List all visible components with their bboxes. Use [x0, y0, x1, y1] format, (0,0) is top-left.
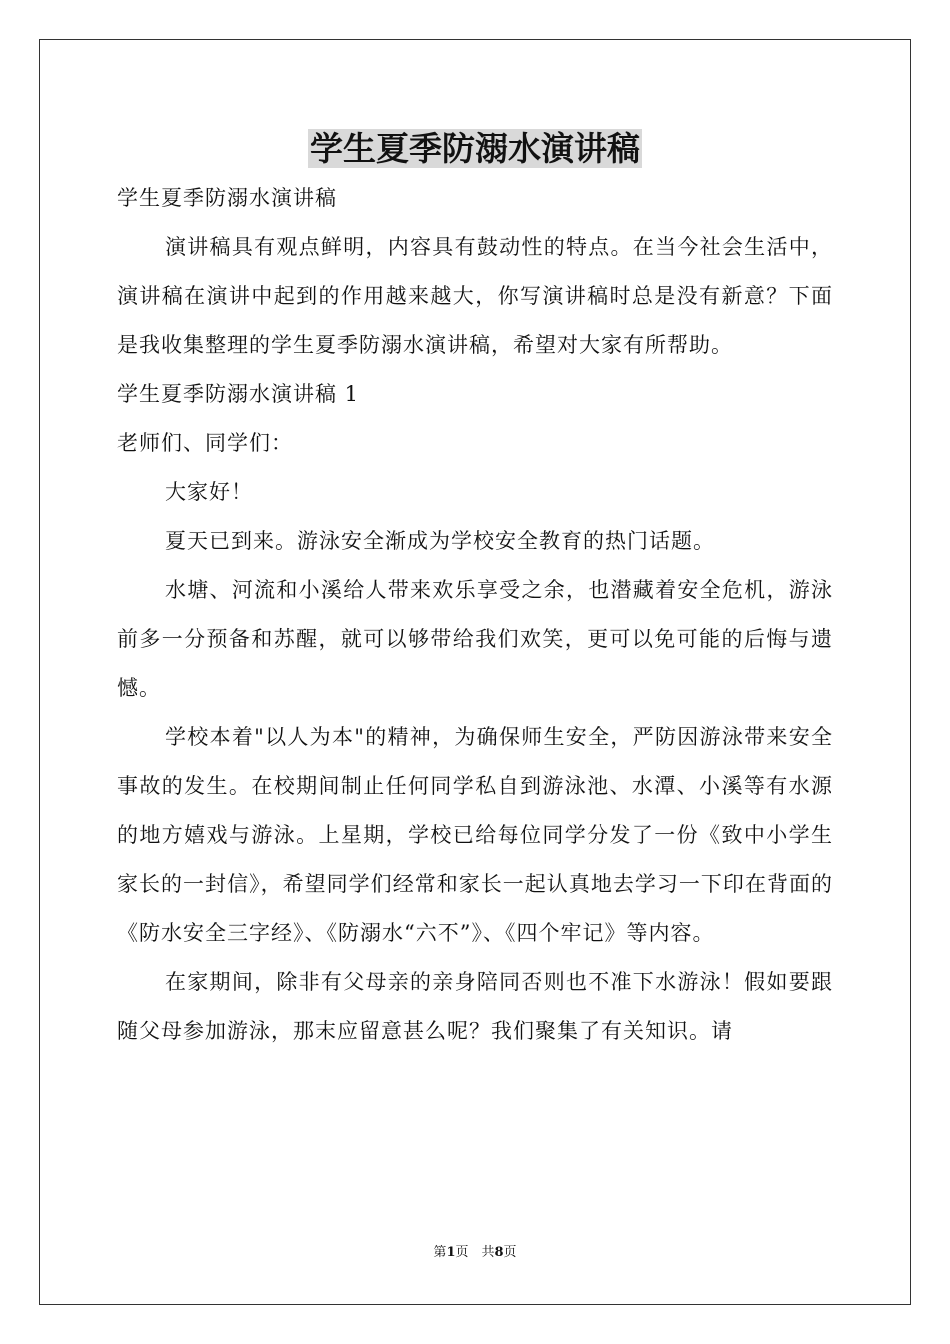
- footer-prefix: 第: [433, 1245, 447, 1260]
- document-title: [0, 124, 950, 174]
- danger-paragraph: 水塘、河流和小溪给人带来欢乐享受之余，也潜藏着安全危机，游泳前多一分预备和苏醒，就可以够带给我们欢笑，更可以免可能的后悔与遗憾。: [117, 578, 833, 700]
- intro-paragraph: 演讲稿具有观点鲜明，内容具有鼓动性的特点。在当今社会生活中，演讲稿在演讲中起到的作用越来越大，你写演讲稿时总是没有新意？下面是我收集整理的学生夏季防溺水演讲稿，希望对大家有所帮助。: [117, 235, 833, 357]
- summer-paragraph: 夏天已到来。游泳安全渐成为学校安全教育的热门话题。: [165, 529, 715, 553]
- footer-mid: 页 共: [455, 1245, 495, 1260]
- page-footer: [0, 1244, 950, 1262]
- salutation: 老师们、同学们：: [117, 431, 293, 455]
- total-page-number: 8: [494, 1245, 504, 1260]
- footer-suffix: 页: [503, 1245, 517, 1260]
- subtitle: 学生夏季防溺水演讲稿: [117, 186, 337, 210]
- greeting-paragraph: 大家好！: [165, 480, 253, 504]
- section-heading: 学生夏季防溺水演讲稿 1: [117, 382, 360, 406]
- document-title-text: 学生夏季防溺水演讲稿: [310, 129, 640, 168]
- school-rules-paragraph: 学校本着"以人为本"的精神，为确保师生安全，严防因游泳带来安全事故的发生。在校期间制止任何同学私自到游泳池、水潭、小溪等有水源的地方嬉戏与游泳。上星期，学校已给每位同学分发了一份《致中小学生家长的一封信》，希望同学们经常和家长一起认真地去学习一下印在背面的《防水安全三字经》、《防溺水“六不”》、《四个牢记》等内容。: [117, 725, 833, 945]
- document-body: [117, 174, 833, 1056]
- home-paragraph: 在家期间，除非有父母亲的亲身陪同否则也不准下水游泳！假如要跟随父母参加游泳，那末应留意甚么呢？我们聚集了有关知识。请: [117, 970, 833, 1043]
- current-page-number: 1: [446, 1245, 456, 1260]
